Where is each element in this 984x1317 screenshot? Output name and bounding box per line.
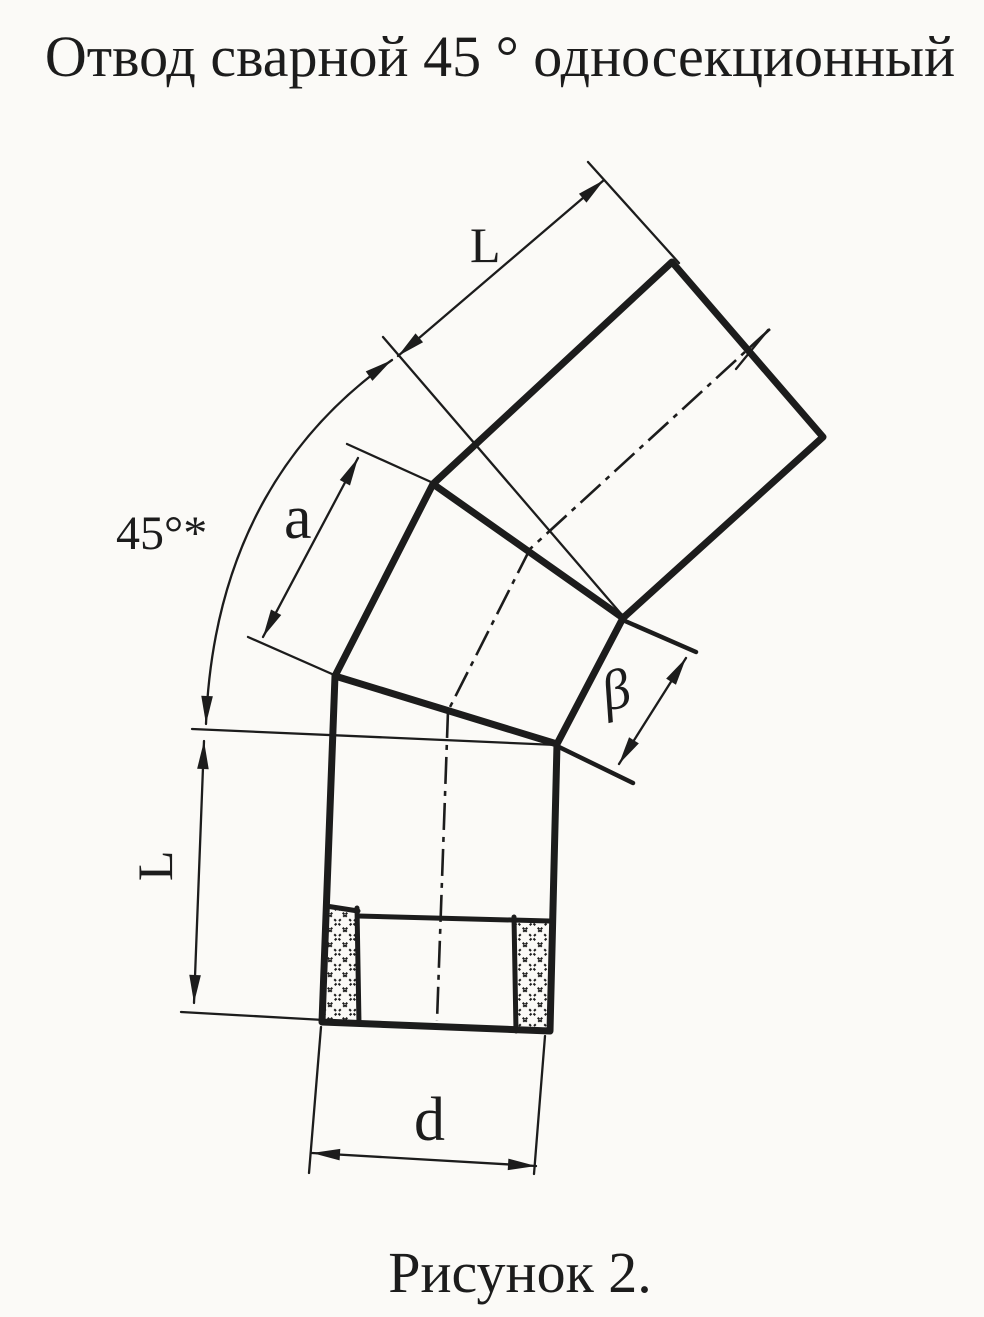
figure-caption: Рисунок 2. — [388, 1240, 652, 1305]
dim-label-beta: β — [594, 657, 637, 724]
dim-label-d: d — [414, 1086, 445, 1154]
dim-label-L-left: L — [127, 850, 183, 881]
drawing-title: Отвод сварной 45 ° односекционный — [44, 24, 956, 89]
left-collar-hatch — [324, 909, 359, 1022]
right-collar-hatch — [515, 918, 549, 1029]
dim-label-a: a — [284, 484, 312, 552]
dim-label-angle: 45°* — [116, 507, 208, 560]
dim-label-L-top: L — [470, 217, 501, 273]
